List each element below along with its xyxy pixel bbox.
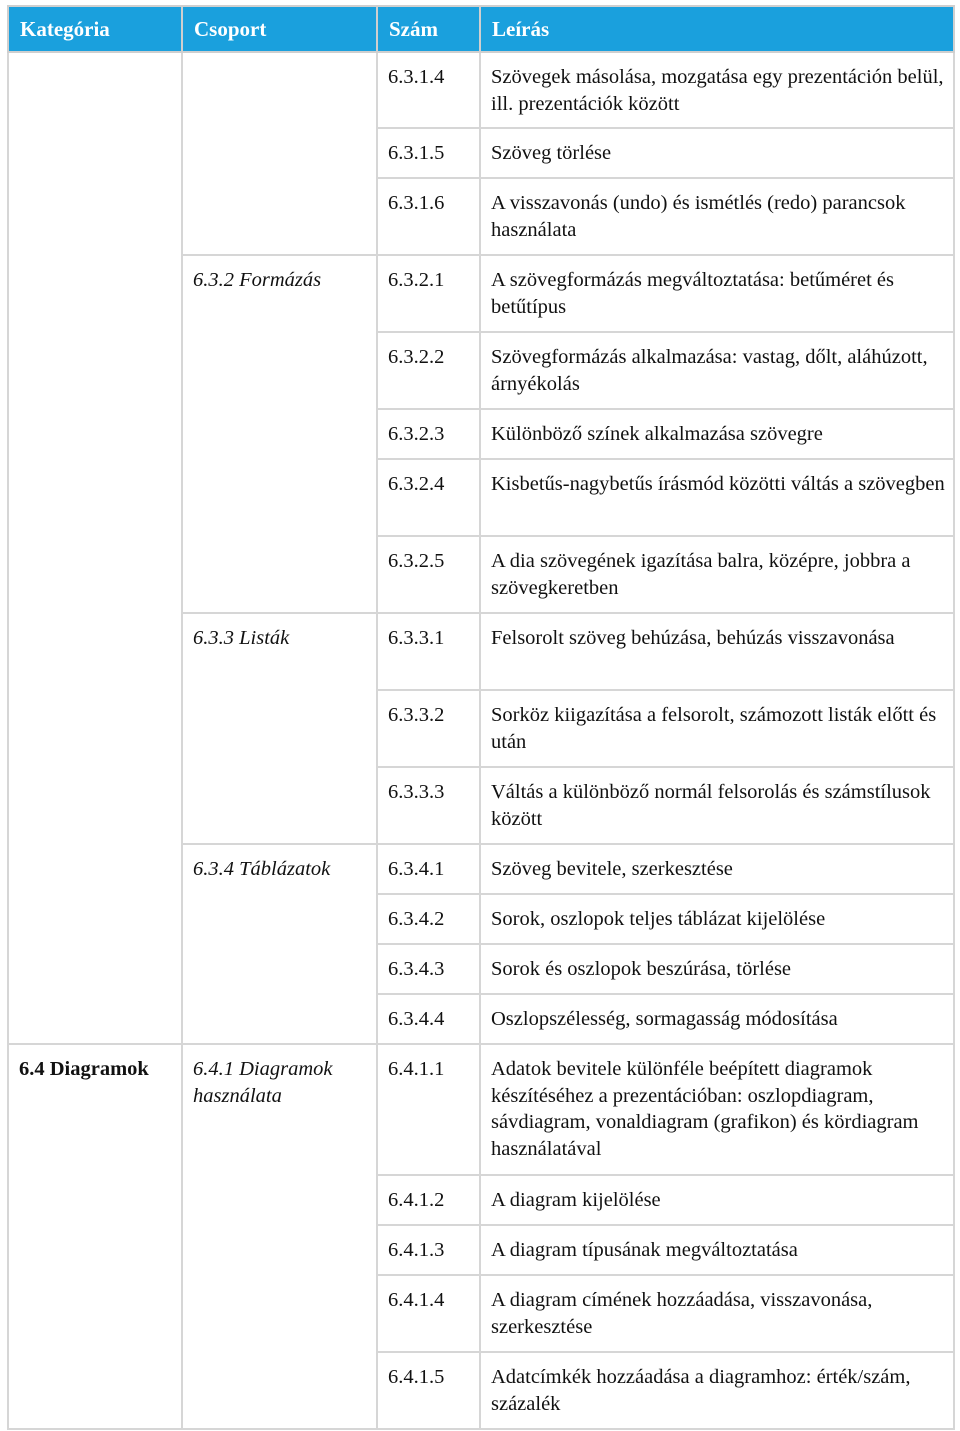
table-row bbox=[8, 1175, 954, 1225]
kategoria-cell bbox=[8, 1275, 182, 1352]
csoport-cell bbox=[182, 459, 377, 536]
leiras-cell: Szövegformázás alkalmazása: vastag, dőlt, aláhúzott, árnyékolás bbox=[480, 332, 954, 409]
kategoria-cell bbox=[8, 894, 182, 944]
csoport-cell bbox=[182, 536, 377, 613]
szam-cell: 6.3.1.5 bbox=[377, 128, 480, 178]
leiras-cell: A szövegformázás megváltoztatása: betűméret és betűtípus bbox=[480, 255, 954, 332]
csoport-cell bbox=[182, 894, 377, 944]
kategoria-cell bbox=[8, 613, 182, 690]
table-row bbox=[8, 178, 954, 255]
table-row bbox=[8, 1044, 954, 1175]
szam-cell: 6.3.1.4 bbox=[377, 52, 480, 128]
table-row bbox=[8, 994, 954, 1044]
csoport-cell: 6.3.4 Táblázatok bbox=[182, 844, 377, 894]
szam-cell: 6.3.4.2 bbox=[377, 894, 480, 944]
csoport-cell: 6.4.1 Diagramok használata bbox=[182, 1044, 377, 1175]
szam-cell: 6.3.2.4 bbox=[377, 459, 480, 536]
kategoria-cell bbox=[8, 52, 182, 128]
szam-cell: 6.4.1.2 bbox=[377, 1175, 480, 1225]
header-leiras: Leírás bbox=[480, 6, 954, 52]
szam-cell: 6.3.4.3 bbox=[377, 944, 480, 994]
leiras-cell: Szövegek másolása, mozgatása egy prezentáción belül, ill. prezentációk között bbox=[480, 52, 954, 128]
kategoria-cell bbox=[8, 178, 182, 255]
leiras-cell: Kisbetűs-nagybetűs írásmód közötti váltás a szövegben bbox=[480, 459, 954, 536]
kategoria-cell bbox=[8, 409, 182, 459]
leiras-cell: A dia szövegének igazítása balra, középre, jobbra a szövegkeretben bbox=[480, 536, 954, 613]
table-row bbox=[8, 690, 954, 767]
csoport-cell bbox=[182, 994, 377, 1044]
szam-cell: 6.3.4.4 bbox=[377, 994, 480, 1044]
table-row bbox=[8, 1275, 954, 1352]
leiras-cell: Oszlopszélesség, sormagasság módosítása bbox=[480, 994, 954, 1044]
table-row bbox=[8, 255, 954, 332]
leiras-cell: Sorok és oszlopok beszúrása, törlése bbox=[480, 944, 954, 994]
csoport-cell bbox=[182, 1352, 377, 1429]
kategoria-cell bbox=[8, 1352, 182, 1429]
szam-cell: 6.3.3.2 bbox=[377, 690, 480, 767]
leiras-cell: Adatok bevitele különféle beépített diagramok készítéséhez a prezentációban: oszlopdiagram, sávdiagram, vonaldiagram (grafikon) és kördiagram használatával bbox=[480, 1044, 954, 1175]
kategoria-cell bbox=[8, 994, 182, 1044]
leiras-cell: Sorköz kiigazítása a felsorolt, számozott listák előtt és után bbox=[480, 690, 954, 767]
leiras-cell: A diagram típusának megváltoztatása bbox=[480, 1225, 954, 1275]
leiras-cell: Különböző színek alkalmazása szövegre bbox=[480, 409, 954, 459]
csoport-cell bbox=[182, 690, 377, 767]
table-row bbox=[8, 409, 954, 459]
kategoria-cell bbox=[8, 459, 182, 536]
leiras-cell: A visszavonás (undo) és ismétlés (redo) parancsok használata bbox=[480, 178, 954, 255]
header-szam: Szám bbox=[377, 6, 480, 52]
table-row bbox=[8, 459, 954, 536]
kategoria-cell: 6.4 Diagramok bbox=[8, 1044, 182, 1175]
szam-cell: 6.4.1.1 bbox=[377, 1044, 480, 1175]
kategoria-cell bbox=[8, 332, 182, 409]
header-csoport: Csoport bbox=[182, 6, 377, 52]
table-row bbox=[8, 52, 954, 128]
table-row bbox=[8, 128, 954, 178]
szam-cell: 6.4.1.4 bbox=[377, 1275, 480, 1352]
szam-cell: 6.3.4.1 bbox=[377, 844, 480, 894]
szam-cell: 6.4.1.5 bbox=[377, 1352, 480, 1429]
szam-cell: 6.3.2.2 bbox=[377, 332, 480, 409]
table-row bbox=[8, 613, 954, 690]
table-row bbox=[8, 332, 954, 409]
kategoria-cell bbox=[8, 690, 182, 767]
leiras-cell: Adatcímkék hozzáadása a diagramhoz: érték/szám, százalék bbox=[480, 1352, 954, 1429]
kategoria-cell bbox=[8, 944, 182, 994]
csoport-cell bbox=[182, 944, 377, 994]
csoport-cell bbox=[182, 178, 377, 255]
table-row bbox=[8, 944, 954, 994]
header-row bbox=[8, 6, 954, 52]
csoport-cell: 6.3.3 Listák bbox=[182, 613, 377, 690]
leiras-cell: Váltás a különböző normál felsorolás és számstílusok között bbox=[480, 767, 954, 844]
table-row bbox=[8, 536, 954, 613]
leiras-cell: A diagram címének hozzáadása, visszavonása, szerkesztése bbox=[480, 1275, 954, 1352]
csoport-cell bbox=[182, 52, 377, 128]
leiras-cell: Felsorolt szöveg behúzása, behúzás visszavonása bbox=[480, 613, 954, 690]
szam-cell: 6.3.3.1 bbox=[377, 613, 480, 690]
kategoria-cell bbox=[8, 1225, 182, 1275]
kategoria-cell bbox=[8, 844, 182, 894]
table-row bbox=[8, 1225, 954, 1275]
csoport-cell: 6.3.2 Formázás bbox=[182, 255, 377, 332]
kategoria-cell bbox=[8, 255, 182, 332]
kategoria-cell bbox=[8, 767, 182, 844]
table-row bbox=[8, 844, 954, 894]
table-row bbox=[8, 767, 954, 844]
szam-cell: 6.3.2.3 bbox=[377, 409, 480, 459]
table-body bbox=[8, 52, 954, 1429]
kategoria-cell bbox=[8, 1175, 182, 1225]
kategoria-cell bbox=[8, 536, 182, 613]
kategoria-cell bbox=[8, 128, 182, 178]
csoport-cell bbox=[182, 767, 377, 844]
szam-cell: 6.3.2.1 bbox=[377, 255, 480, 332]
csoport-cell bbox=[182, 409, 377, 459]
table-row bbox=[8, 1352, 954, 1429]
syllabus-table bbox=[7, 5, 955, 1430]
csoport-cell bbox=[182, 1275, 377, 1352]
table-row bbox=[8, 894, 954, 944]
header-kategoria: Kategória bbox=[8, 6, 182, 52]
szam-cell: 6.4.1.3 bbox=[377, 1225, 480, 1275]
csoport-cell bbox=[182, 332, 377, 409]
csoport-cell bbox=[182, 1175, 377, 1225]
leiras-cell: Szöveg törlése bbox=[480, 128, 954, 178]
leiras-cell: Sorok, oszlopok teljes táblázat kijelölése bbox=[480, 894, 954, 944]
leiras-cell: A diagram kijelölése bbox=[480, 1175, 954, 1225]
szam-cell: 6.3.3.3 bbox=[377, 767, 480, 844]
page bbox=[7, 5, 953, 1430]
leiras-cell: Szöveg bevitele, szerkesztése bbox=[480, 844, 954, 894]
szam-cell: 6.3.2.5 bbox=[377, 536, 480, 613]
szam-cell: 6.3.1.6 bbox=[377, 178, 480, 255]
csoport-cell bbox=[182, 128, 377, 178]
csoport-cell bbox=[182, 1225, 377, 1275]
